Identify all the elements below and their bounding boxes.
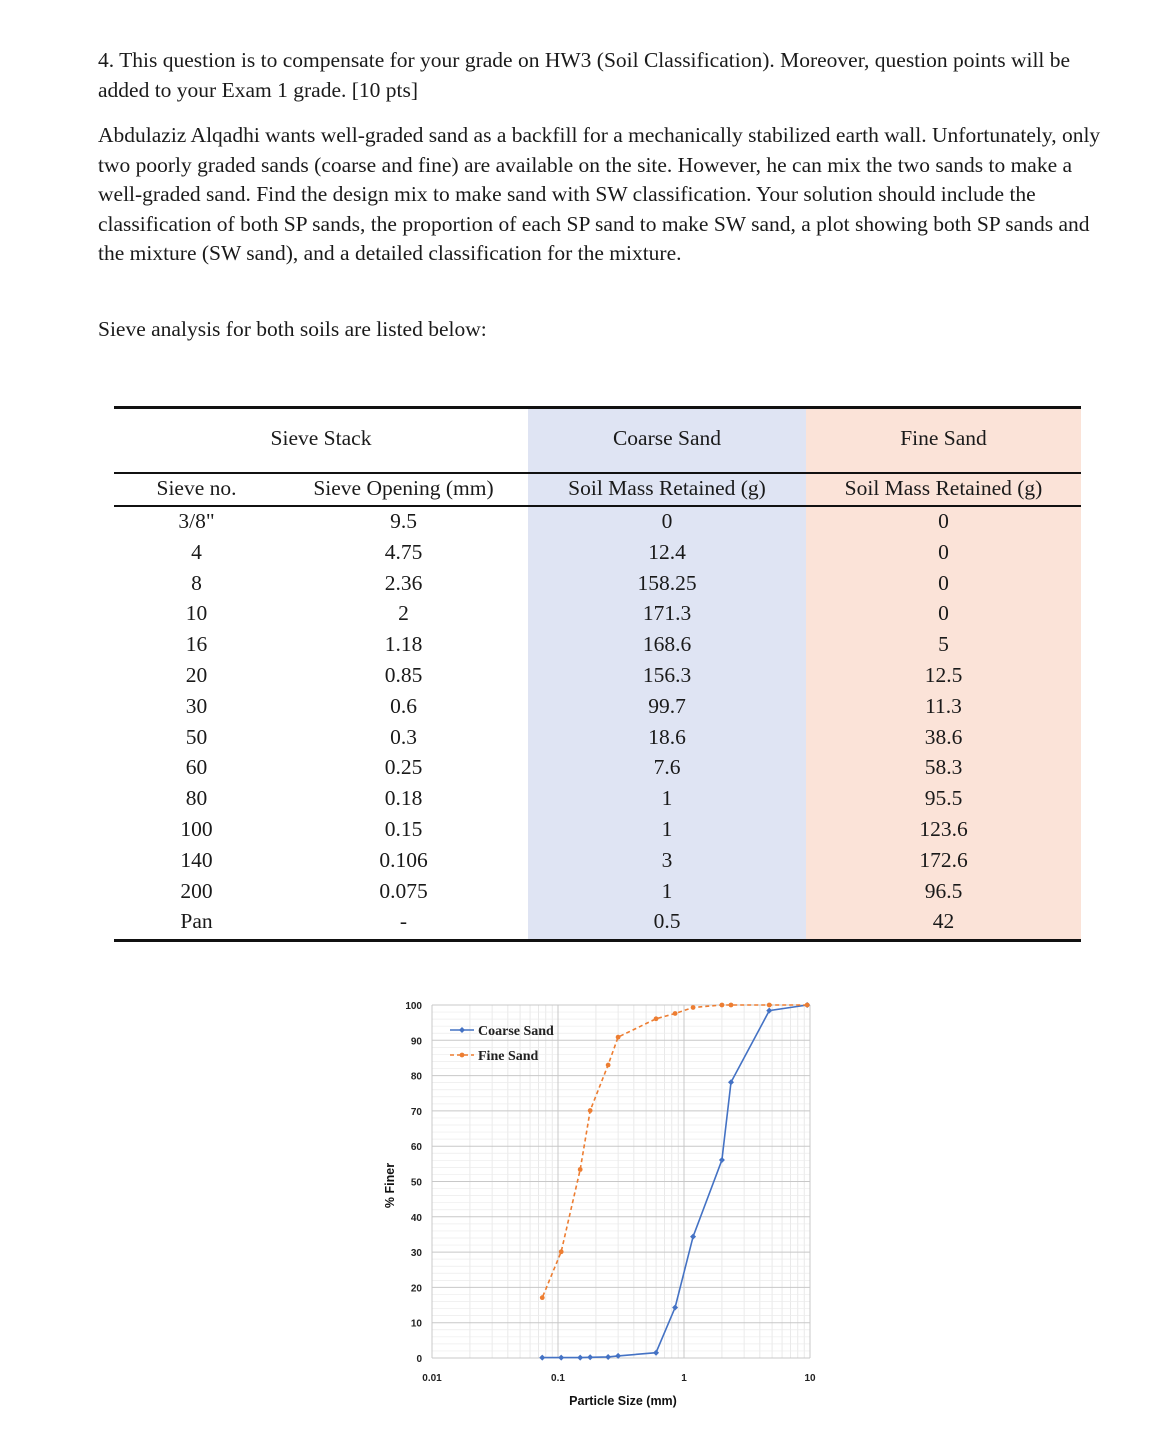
fine-mass-cell: 11.3	[925, 693, 962, 718]
legend-marker-coarse-sand	[459, 1027, 465, 1033]
sieve-opening-cell: 0.18	[384, 786, 423, 811]
coarse-mass-cell: 158.25	[637, 570, 697, 595]
fine-sand-point	[720, 1003, 725, 1008]
fine-mass-cell: 38.6	[924, 724, 963, 749]
sieve-opening-cell: 4.75	[384, 539, 423, 564]
table-row	[114, 540, 1081, 571]
fine-mass-cell: 5	[938, 632, 949, 657]
fine-mass-cell: 12.5	[924, 663, 963, 687]
table-row	[114, 694, 1081, 725]
sieve-opening-cell: 0.075	[379, 878, 428, 903]
table-row	[114, 571, 1081, 602]
y-tick-label: 100	[405, 1001, 422, 1012]
fine-mass-cell: 95.5	[924, 786, 963, 811]
y-tick-label: 50	[410, 1177, 422, 1189]
sieve-no-cell: 3/8"	[178, 509, 215, 533]
sieve-table	[114, 406, 1081, 942]
table-row	[114, 509, 1081, 540]
fine-sand-line	[542, 1005, 807, 1298]
sieve-no-cell: 4	[191, 539, 202, 564]
sieve-no-cell: Pan	[180, 909, 213, 934]
legend-marker-fine-sand	[460, 1053, 465, 1058]
table-top-rule	[114, 406, 1081, 409]
fine-sand-point	[805, 1003, 810, 1008]
coarse-mass-cell: 0	[661, 509, 673, 533]
sieve-no-cell: 200	[180, 878, 213, 903]
coarse-sand-point	[766, 1008, 772, 1014]
y-axis-label: % Finer	[383, 1162, 397, 1209]
sieve-no-cell: 100	[180, 817, 213, 841]
table-row	[114, 909, 1081, 940]
fine-mass-cell: 172.6	[919, 847, 968, 872]
fine-mass-cell: 123.6	[919, 817, 968, 841]
fine-mass-cell: 0	[938, 539, 949, 564]
y-tick-label: 30	[410, 1248, 422, 1260]
fine-sand-point	[654, 1016, 659, 1021]
y-tick-label: 90	[410, 1036, 422, 1048]
fine-sand-point	[578, 1167, 583, 1172]
legend-label-fine-sand: Fine Sand	[478, 1049, 539, 1064]
table-row	[114, 725, 1081, 756]
y-tick-label: 70	[410, 1106, 422, 1118]
table-row	[114, 601, 1081, 632]
header-fine-sand: Fine Sand	[900, 426, 987, 450]
coarse-sand-point	[587, 1354, 593, 1360]
y-tick-label: 40	[410, 1212, 422, 1224]
coarse-sand-point	[558, 1355, 564, 1361]
coarse-mass-cell: 12.4	[648, 539, 686, 564]
fine-sand-point	[691, 1005, 696, 1010]
x-tick-label: 0.01	[422, 1373, 442, 1384]
coarse-mass-cell: 7.6	[653, 755, 681, 780]
sieve-no-cell: 140	[180, 847, 213, 872]
fine-sand-point	[588, 1108, 593, 1113]
table-row	[114, 755, 1081, 786]
gradation-chart	[370, 990, 830, 1415]
sieve-opening-cell: -	[399, 909, 408, 934]
table-header-rule	[114, 472, 1081, 474]
table-row	[114, 786, 1081, 817]
header-coarse-sand: Coarse Sand	[612, 426, 722, 450]
x-axis-label: Particle Size (mm)	[569, 1394, 677, 1408]
y-tick-label: 60	[410, 1142, 422, 1154]
coarse-mass-cell: 1	[661, 817, 673, 841]
table-row	[114, 848, 1081, 879]
sieve-opening-cell: 1.18	[384, 632, 423, 657]
fine-sand-point	[606, 1063, 611, 1068]
sieve-no-cell: 80	[185, 786, 208, 811]
table-row	[114, 879, 1081, 910]
fine-mass-cell: 96.5	[924, 878, 963, 903]
table-row	[114, 663, 1081, 694]
fine-mass-cell: 58.3	[924, 755, 963, 780]
coarse-mass-cell: 0.5	[653, 909, 681, 934]
fine-mass-cell: 0	[938, 509, 949, 533]
fine-mass-cell: 0	[938, 570, 949, 595]
table-row	[114, 817, 1081, 848]
coarse-sand-point	[719, 1157, 725, 1163]
fine-sand-point	[616, 1035, 621, 1040]
x-tick-label: 0.1	[551, 1373, 565, 1384]
sieve-no-cell: 8	[191, 570, 202, 595]
coarse-mass-cell: 156.3	[642, 663, 692, 687]
question-body: Abdulaziz Alqadhi wants well-graded sand as a backfill for a mechanically stabilized earth wall. Unfortunately, only two poorly graded sands (coarse and fine) are available on the site. However, he can mix the two sands to make a well-graded sand. Find the design mix to make sand with SW classification. Your solution should include the classification of both SP sands, the proportion of each SP sand to make SW sand, a plot showing both SP sands and the mixture (SW sand), and a detailed classification for the mixture.	[98, 123, 1101, 265]
sieve-opening-cell: 0.3	[390, 724, 417, 749]
coarse-mass-cell: 1	[661, 786, 673, 811]
sieve-opening-cell: 9.5	[390, 509, 417, 533]
sieve-no-cell: 10	[185, 601, 208, 626]
sieve-opening-cell: 0.25	[384, 755, 423, 780]
y-tick-label: 10	[410, 1318, 422, 1330]
fine-sand-point	[540, 1295, 545, 1300]
sieve-no-cell: 60	[185, 755, 208, 780]
coarse-mass-cell: 1	[661, 878, 673, 903]
fine-sand-point	[729, 1003, 734, 1008]
fine-mass-cell: 42	[932, 909, 955, 934]
fine-sand-point	[673, 1011, 678, 1016]
coarse-sand-point	[672, 1305, 678, 1311]
x-tick-label: 1	[681, 1373, 687, 1384]
y-tick-label: 0	[416, 1354, 422, 1365]
y-tick-label: 20	[410, 1283, 422, 1295]
coarse-sand-point	[577, 1355, 583, 1361]
fine-sand-point	[767, 1003, 772, 1008]
coarse-sand-point	[539, 1355, 545, 1361]
legend-label-coarse-sand: Coarse Sand	[478, 1024, 554, 1039]
coarse-sand-point	[690, 1234, 696, 1240]
table-subheader-rule	[114, 505, 1081, 507]
coarse-mass-cell: 99.7	[648, 693, 686, 718]
coarse-mass-cell: 3	[661, 847, 673, 872]
header-sieve-stack: Sieve Stack	[270, 426, 372, 450]
coarse-mass-cell: 171.3	[642, 601, 692, 626]
coarse-mass-cell: 18.6	[648, 724, 686, 749]
sieve-no-cell: 50	[185, 724, 208, 749]
fine-mass-cell: 0	[938, 601, 949, 626]
header-sieve-no: Sieve no.	[156, 476, 237, 500]
coarse-sand-point	[728, 1079, 734, 1085]
sieve-no-cell: 20	[185, 663, 208, 687]
fine-sand-point	[559, 1249, 564, 1254]
coarse-sand-point	[605, 1354, 611, 1360]
sieve-no-cell: 30	[185, 693, 208, 718]
sieve-no-cell: 16	[185, 632, 208, 657]
y-tick-label: 80	[410, 1071, 422, 1083]
sieve-opening-cell: 0.106	[379, 847, 428, 872]
sieve-opening-cell: 2	[398, 601, 409, 626]
header-sieve-opening: Sieve Opening (mm)	[313, 476, 494, 500]
sieve-opening-cell: 0.6	[390, 693, 417, 718]
table-row	[114, 632, 1081, 663]
sieve-opening-cell: 0.85	[384, 663, 423, 687]
table-intro: Sieve analysis for both soils are listed below:	[98, 317, 487, 341]
question-heading: 4. This question is to compensate for your grade on HW3 (Soil Classification). Moreover, question points will be added to your Exam 1 grade. [10 pts]	[98, 48, 1071, 102]
sieve-opening-cell: 2.36	[384, 570, 423, 595]
coarse-mass-cell: 168.6	[642, 632, 692, 657]
sieve-opening-cell: 0.15	[384, 817, 423, 841]
x-tick-label: 10	[804, 1373, 816, 1384]
header-fine-mass: Soil Mass Retained (g)	[844, 476, 1043, 500]
header-coarse-mass: Soil Mass Retained (g)	[568, 476, 766, 500]
